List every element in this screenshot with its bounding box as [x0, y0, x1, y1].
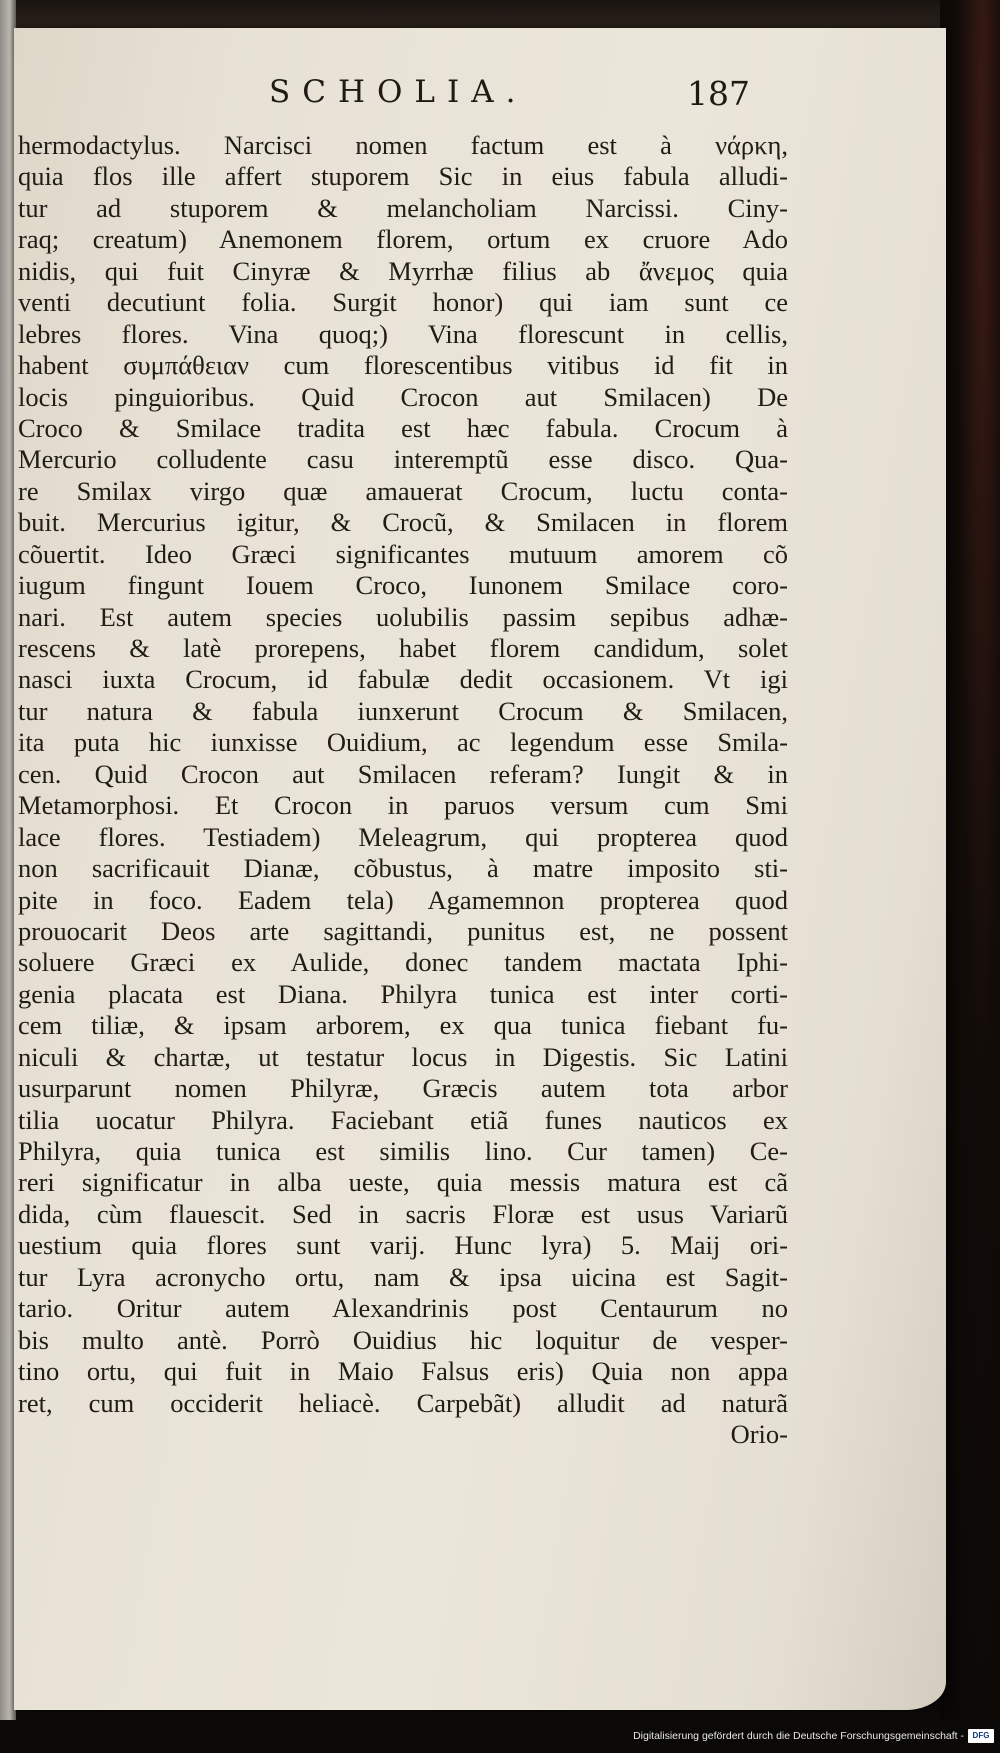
- text-line: bis multo antè. Porrò Ouidius hic loquitur de vesper-: [18, 1324, 788, 1355]
- text-line: lace flores. Testiadem) Meleagrum, qui propterea quod: [18, 821, 788, 852]
- scan-background-right: [940, 0, 1000, 1753]
- text-line: ret, cum occiderit heliacè. Carpebãt) alludit ad naturã: [18, 1387, 788, 1418]
- text-line: niculi & chartæ, ut testatur locus in Digestis. Sic Latini: [18, 1041, 788, 1072]
- funding-credit: Digitalisierung gefördert durch die Deutsche Forschungsgemeinschaft -: [633, 1730, 964, 1742]
- page-number: 187: [687, 74, 750, 113]
- dfg-logo-text: DFG: [972, 1731, 990, 1740]
- dfg-logo: [968, 1729, 994, 1743]
- text-line: ita puta hic iunxisse Ouidium, ac legendum esse Smila-: [18, 727, 788, 758]
- text-line: usurparunt nomen Philyræ, Græcis autem tota arbor: [18, 1073, 788, 1104]
- text-line: non sacrificauit Dianæ, cõbustus, à matre imposito sti-: [18, 853, 788, 884]
- text-line: tur ad stuporem & melancholiam Narcissi. Ciny-: [18, 192, 788, 223]
- text-line: tario. Oritur autem Alexandrinis post Centaurum no: [18, 1293, 788, 1324]
- catchword: Orio-: [730, 1418, 788, 1449]
- text-line: soluere Græci ex Aulide, donec tandem mactata Iphi-: [18, 947, 788, 978]
- text-line: uestium quia flores sunt varij. Hunc lyra) 5. Maij ori-: [18, 1230, 788, 1261]
- text-line: locis pinguioribus. Quid Crocon aut Smilacen) De: [18, 381, 788, 412]
- text-line: pite in foco. Eadem tela) Agamemnon propterea quod: [18, 884, 788, 915]
- text-line: habent συμπάθειαν cum florescentibus vitibus id fit in: [18, 350, 788, 381]
- text-line: hermodactylus. Narcisci nomen factum est à νάρκη,: [18, 130, 788, 160]
- text-line: re Smilax virgo quæ amauerat Crocum, luctu conta-: [18, 475, 788, 506]
- scan-background-top: [16, 0, 1000, 30]
- text-line: tur natura & fabula iunxerunt Crocum & Smilacen,: [18, 695, 788, 726]
- text-line: cõuertit. Ideo Græci significantes mutuum amorem cõ: [18, 538, 788, 569]
- page-header: [255, 72, 775, 122]
- text-line: tino ortu, qui fuit in Maio Falsus eris) Quia non appa: [18, 1356, 788, 1387]
- text-line: lebres flores. Vina quoq;) Vina florescunt in cellis,: [18, 318, 788, 349]
- text-line: quia flos ille affert stuporem Sic in eius fabula alludi-: [18, 161, 788, 192]
- text-line: tilia uocatur Philyra. Faciebant etiã funes nauticos ex: [18, 1104, 788, 1135]
- text-block: [18, 130, 788, 1450]
- text-line: Croco & Smilace tradita est hæc fabula. Crocum à: [18, 412, 788, 443]
- text-line: raq; creatum) Anemonem florem, ortum ex cruore Ado: [18, 224, 788, 255]
- text-line: Metamorphosi. Et Crocon in paruos versum cum Smi: [18, 790, 788, 821]
- text-line: cen. Quid Crocon aut Smilacen referam? Iungit & in: [18, 758, 788, 789]
- text-line: prouocarit Deos arte sagittandi, punitus est, ne possent: [18, 915, 788, 946]
- text-line: nasci iuxta Crocum, id fabulæ dedit occasionem. Vt igi: [18, 664, 788, 695]
- text-line: nidis, qui fuit Cinyræ & Myrrhæ filius ab ἄνεμος quia: [18, 255, 788, 286]
- text-line: dida, cùm flauescit. Sed in sacris Floræ est usus Variarũ: [18, 1198, 788, 1229]
- text-line: Philyra, quia tunica est similis lino. Cur tamen) Ce-: [18, 1136, 788, 1166]
- text-line: tur Lyra acronycho ortu, nam & ipsa uicina est Sagit-: [18, 1261, 788, 1292]
- footer-bar: [0, 1720, 1000, 1753]
- text-line: buit. Mercurius igitur, & Crocũ, & Smilacen in florem: [18, 507, 788, 538]
- text-line: venti decutiunt folia. Surgit honor) qui iam sunt ce: [18, 287, 788, 318]
- text-line: genia placata est Diana. Philyra tunica est inter corti-: [18, 978, 788, 1009]
- text-line: Mercurio colludente casu interemptũ esse disco. Qua-: [18, 444, 788, 475]
- running-head: SCHOLIA.: [269, 74, 528, 110]
- text-line: iugum fingunt Iouem Croco, Iunonem Smilace coro-: [18, 570, 788, 601]
- text-line: reri significatur in alba ueste, quia messis matura est cã: [18, 1167, 788, 1198]
- text-line: cem tiliæ, & ipsam arborem, ex qua tunica fiebant fu-: [18, 1010, 788, 1041]
- text-line: nari. Est autem species uolubilis passim sepibus adhæ-: [18, 601, 788, 632]
- text-line: rescens & latè prorepens, habet florem candidum, solet: [18, 633, 788, 663]
